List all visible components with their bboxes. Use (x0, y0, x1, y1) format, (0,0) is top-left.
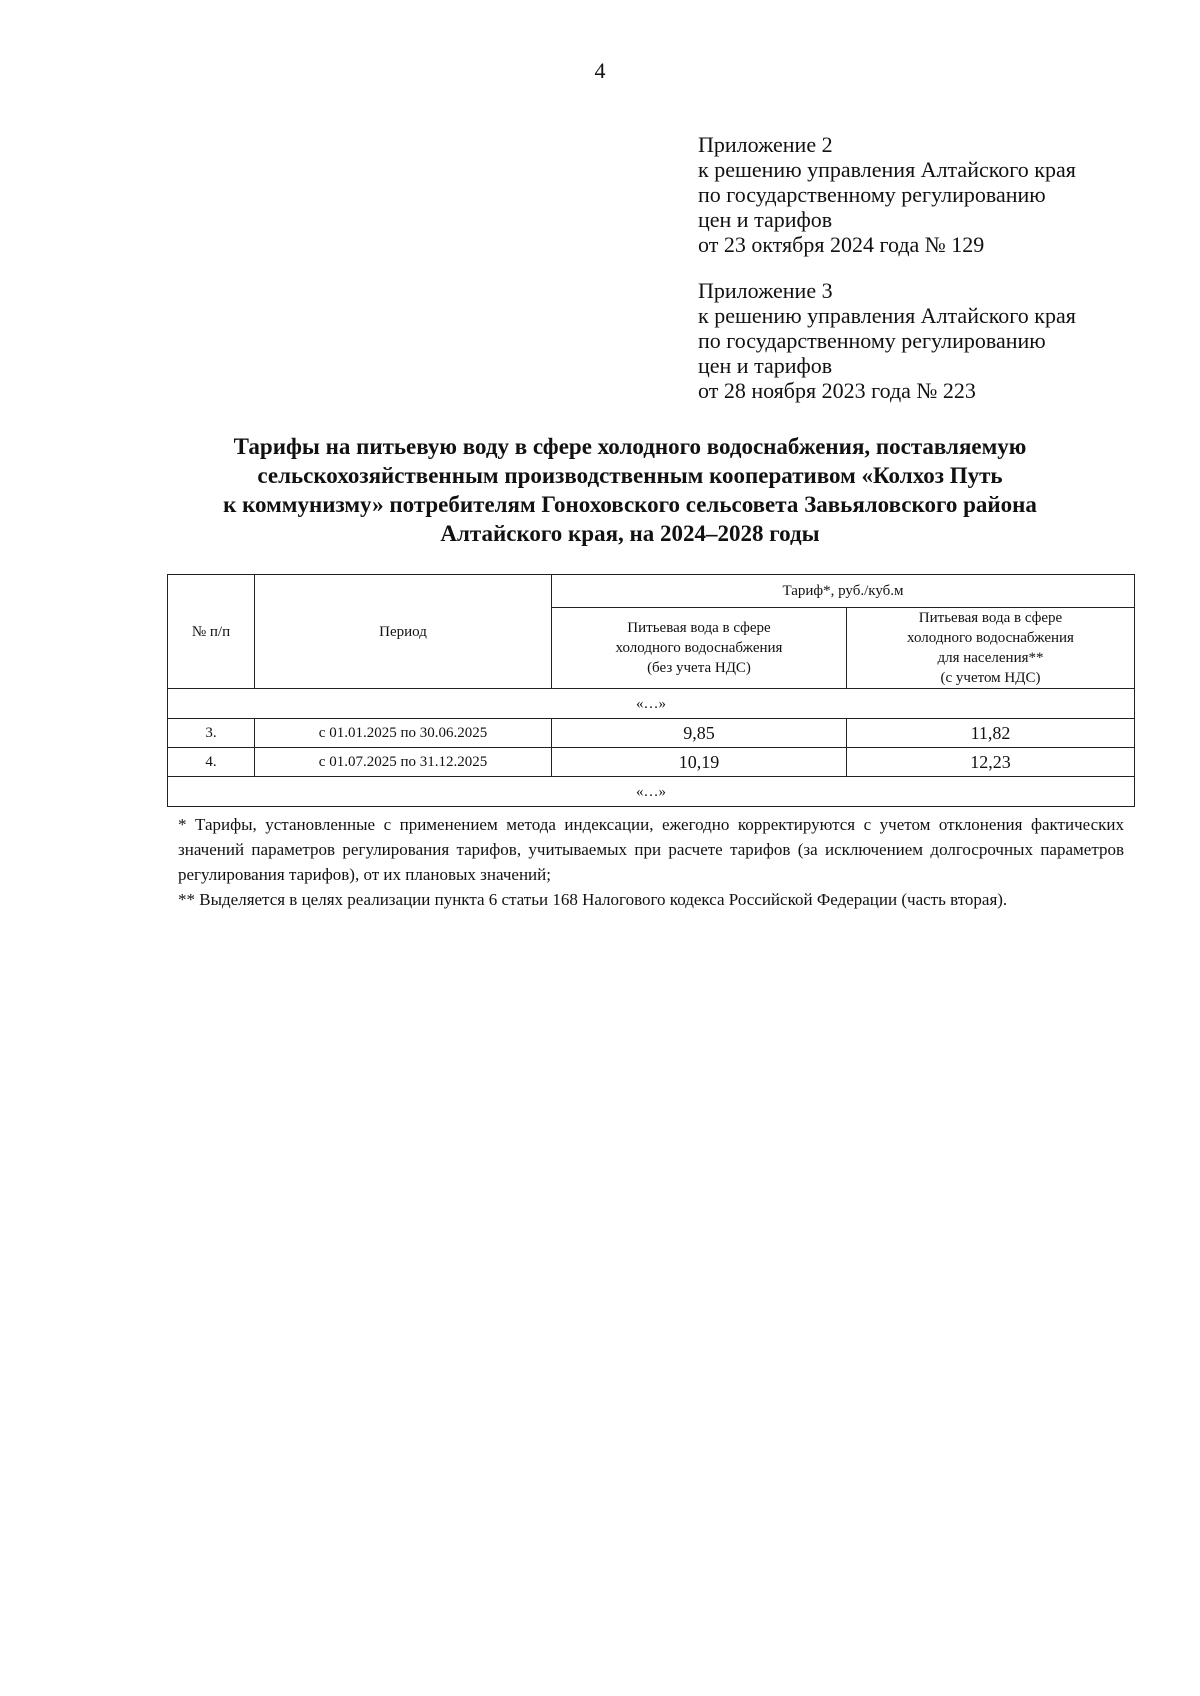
header-col-b-line: (с учетом НДС) (940, 670, 1041, 686)
appendix-2-header (698, 132, 1076, 257)
header-period: Период (255, 575, 552, 689)
cell-period: с 01.07.2025 по 31.12.2025 (255, 748, 552, 777)
header-col-b-line: для населения** (937, 650, 1044, 666)
appendix-line: к решению управления Алтайского края (698, 157, 1076, 182)
cell-value-a: 9,85 (552, 719, 847, 748)
document-title (150, 432, 1110, 548)
cell-num: 4. (168, 748, 255, 777)
table-row (168, 719, 1135, 748)
appendix-line: от 23 октября 2024 года № 129 (698, 232, 985, 257)
table-ellipsis-row (168, 689, 1135, 719)
header-col-b-line: холодного водоснабжения (907, 630, 1074, 646)
appendix-line: цен и тарифов (698, 353, 833, 378)
table-ellipsis-row (168, 777, 1135, 807)
cell-value-a: 10,19 (552, 748, 847, 777)
title-line: Алтайского края, на 2024–2028 годы (440, 521, 820, 546)
appendix-line: к решению управления Алтайского края (698, 303, 1076, 328)
footnote: * Тарифы, установленные с применением метода индексации, ежегодно корректируются с учетом отклонения фактических значений параметров регулирования тарифов, учитываемых при расчете тарифов (за исключением долгосрочных параметров регулирования тарифов), от их плановых значений; (178, 815, 1124, 884)
cell-value-b: 12,23 (847, 748, 1135, 777)
header-num: № п/п (168, 575, 255, 689)
appendix-line: Приложение 3 (698, 278, 833, 303)
footnotes (178, 812, 1124, 912)
header-tariff: Тариф*, руб./куб.м (552, 575, 1135, 608)
appendix-line: от 28 ноября 2023 года № 223 (698, 378, 976, 403)
footnote: ** Выделяется в целях реализации пункта 6 статьи 168 Налогового кодекса Российской Федерации (часть вторая). (178, 890, 1008, 909)
appendix-3-header (698, 278, 1076, 403)
appendix-line: цен и тарифов (698, 207, 833, 232)
header-col-a-line: (без учета НДС) (647, 660, 751, 676)
appendix-line: по государственному регулированию (698, 182, 1046, 207)
header-col-b-line: Питьевая вода в сфере (918, 610, 1063, 626)
title-line: Тарифы на питьевую воду в сфере холодного водоснабжения, поставляемую (233, 434, 1027, 459)
page-number: 4 (594, 58, 606, 83)
table-header-row (168, 575, 1135, 608)
tariff-table (167, 574, 1135, 807)
header-col-a-line: Питьевая вода в сфере (627, 620, 771, 636)
title-line: к коммунизму» потребителям Гоноховского сельсовета Завьяловского района (223, 492, 1037, 517)
appendix-line: Приложение 2 (698, 132, 833, 157)
header-col-a-line: холодного водоснабжения (615, 640, 783, 656)
cell-num: 3. (168, 719, 255, 748)
ellipsis-cell: «…» (168, 689, 1135, 719)
cell-period: с 01.01.2025 по 30.06.2025 (255, 719, 552, 748)
ellipsis-cell: «…» (168, 777, 1135, 807)
header-col-a (552, 608, 847, 689)
title-line: сельскохозяйственным производственным кооперативом «Колхоз Путь (257, 463, 1003, 488)
table-row (168, 748, 1135, 777)
cell-value-b: 11,82 (847, 719, 1135, 748)
header-col-b (847, 608, 1135, 689)
appendix-line: по государственному регулированию (698, 328, 1046, 353)
